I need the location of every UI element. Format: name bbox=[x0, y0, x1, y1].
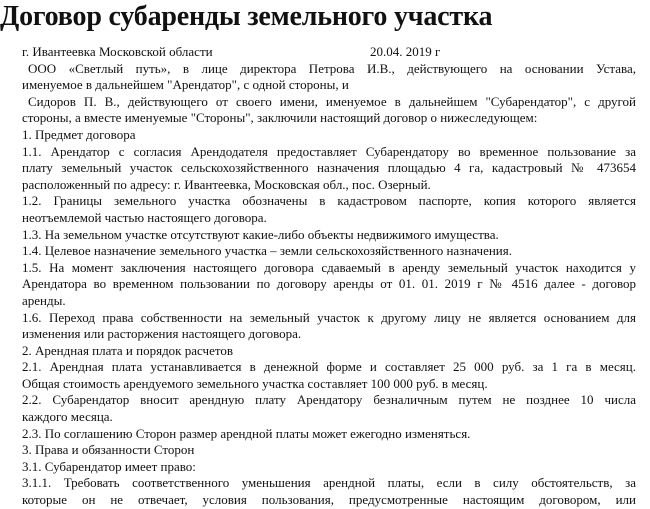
paragraph-line: плату земельный участок сельскохозяйственного назначения площадью 4 га, кадастровый № 473654 bbox=[22, 160, 636, 176]
contract-place: г. Ивантеевка Московской области bbox=[22, 44, 213, 59]
paragraph-line: 1.6. Переход права собственности на земельный участок к другому лицу не является основанием для bbox=[22, 309, 636, 325]
paragraph-line: 3.1.1. Требовать соответственного уменьшения арендной платы, если в силу обстоятельств, за bbox=[22, 475, 636, 491]
paragraph-line: аренды. bbox=[22, 292, 66, 308]
section-heading: 1. Предмет договора bbox=[22, 126, 136, 142]
paragraph-line: изменения или расторжения настоящего договора. bbox=[22, 326, 302, 342]
paragraph-line: Арендатора во временном пользовании по договору аренды от 01. 01. 2019 г № 4516 далее - договор bbox=[22, 276, 636, 292]
paragraph-line: 3.1. Субарендатор имеет право: bbox=[22, 458, 196, 474]
document-title: Договор субаренды земельного участка bbox=[0, 1, 493, 32]
paragraph-line: 1.4. Целевое назначение земельного участка – земли сельскохозяйственного назначения. bbox=[22, 243, 512, 259]
paragraph-line: именуемое в дальнейшем "Арендатор", с одной стороны, и bbox=[22, 77, 349, 93]
paragraph-line: которые он не отвечает, условия пользования, предусмотренные настоящим договором, или bbox=[22, 492, 636, 508]
contract-date: 20.04. 2019 г bbox=[370, 44, 441, 59]
paragraph-line: ООО «Светлый путь», в лице директора Петрова И.В., действующего на основании Устава, bbox=[28, 60, 636, 76]
paragraph-line: стороны, а вместе именуемые "Стороны", заключили настоящий договор о нижеследующем: bbox=[22, 110, 538, 126]
place-date-line bbox=[22, 44, 636, 61]
paragraph-line: 1.2. Границы земельного участка обозначены в кадастровом паспорте, копия которого является bbox=[22, 193, 636, 209]
paragraph-line: Сидоров П. В., действующего от своего имени, именуемое в дальнейшем "Субарендатор", с другой bbox=[28, 93, 636, 109]
document-body bbox=[22, 44, 636, 509]
section-heading: 2. Арендная плата и порядок расчетов bbox=[22, 342, 233, 358]
paragraph-line: 1.5. На момент заключения настоящего договора сдаваемый в аренду земельный участок находится у bbox=[22, 259, 636, 275]
paragraph-line: Общая стоимость арендуемого земельного участка составляет 100 000 руб. в месяц. bbox=[22, 375, 488, 391]
paragraph-line: 1.1. Арендатор с согласия Арендодателя предоставляет Субарендатору во временное пользование за bbox=[22, 143, 636, 159]
paragraph-line: расположенный по адресу: г. Ивантеевка, Московская обл., пос. Озерный. bbox=[22, 176, 431, 192]
section-heading: 3. Права и обязанности Сторон bbox=[22, 442, 195, 458]
paragraph-line: 2.3. По соглашению Сторон размер арендной платы может ежегодно изменяться. bbox=[22, 425, 471, 441]
paragraph-line: 2.2. Субарендатор вносит арендную плату Арендатору безналичным путем не позднее 10 числа bbox=[22, 392, 636, 408]
paragraph-line: 1.3. На земельном участке отсутствуют какие-либо объекты недвижимого имущества. bbox=[22, 226, 499, 242]
paragraph-line: 2.1. Арендная плата устанавливается в денежной форме и составляет 25 000 руб. за 1 га в месяц. bbox=[22, 359, 636, 375]
paragraph-line: неотъемлемой частью настоящего договора. bbox=[22, 209, 267, 225]
paragraph-line: каждого месяца. bbox=[22, 409, 113, 425]
